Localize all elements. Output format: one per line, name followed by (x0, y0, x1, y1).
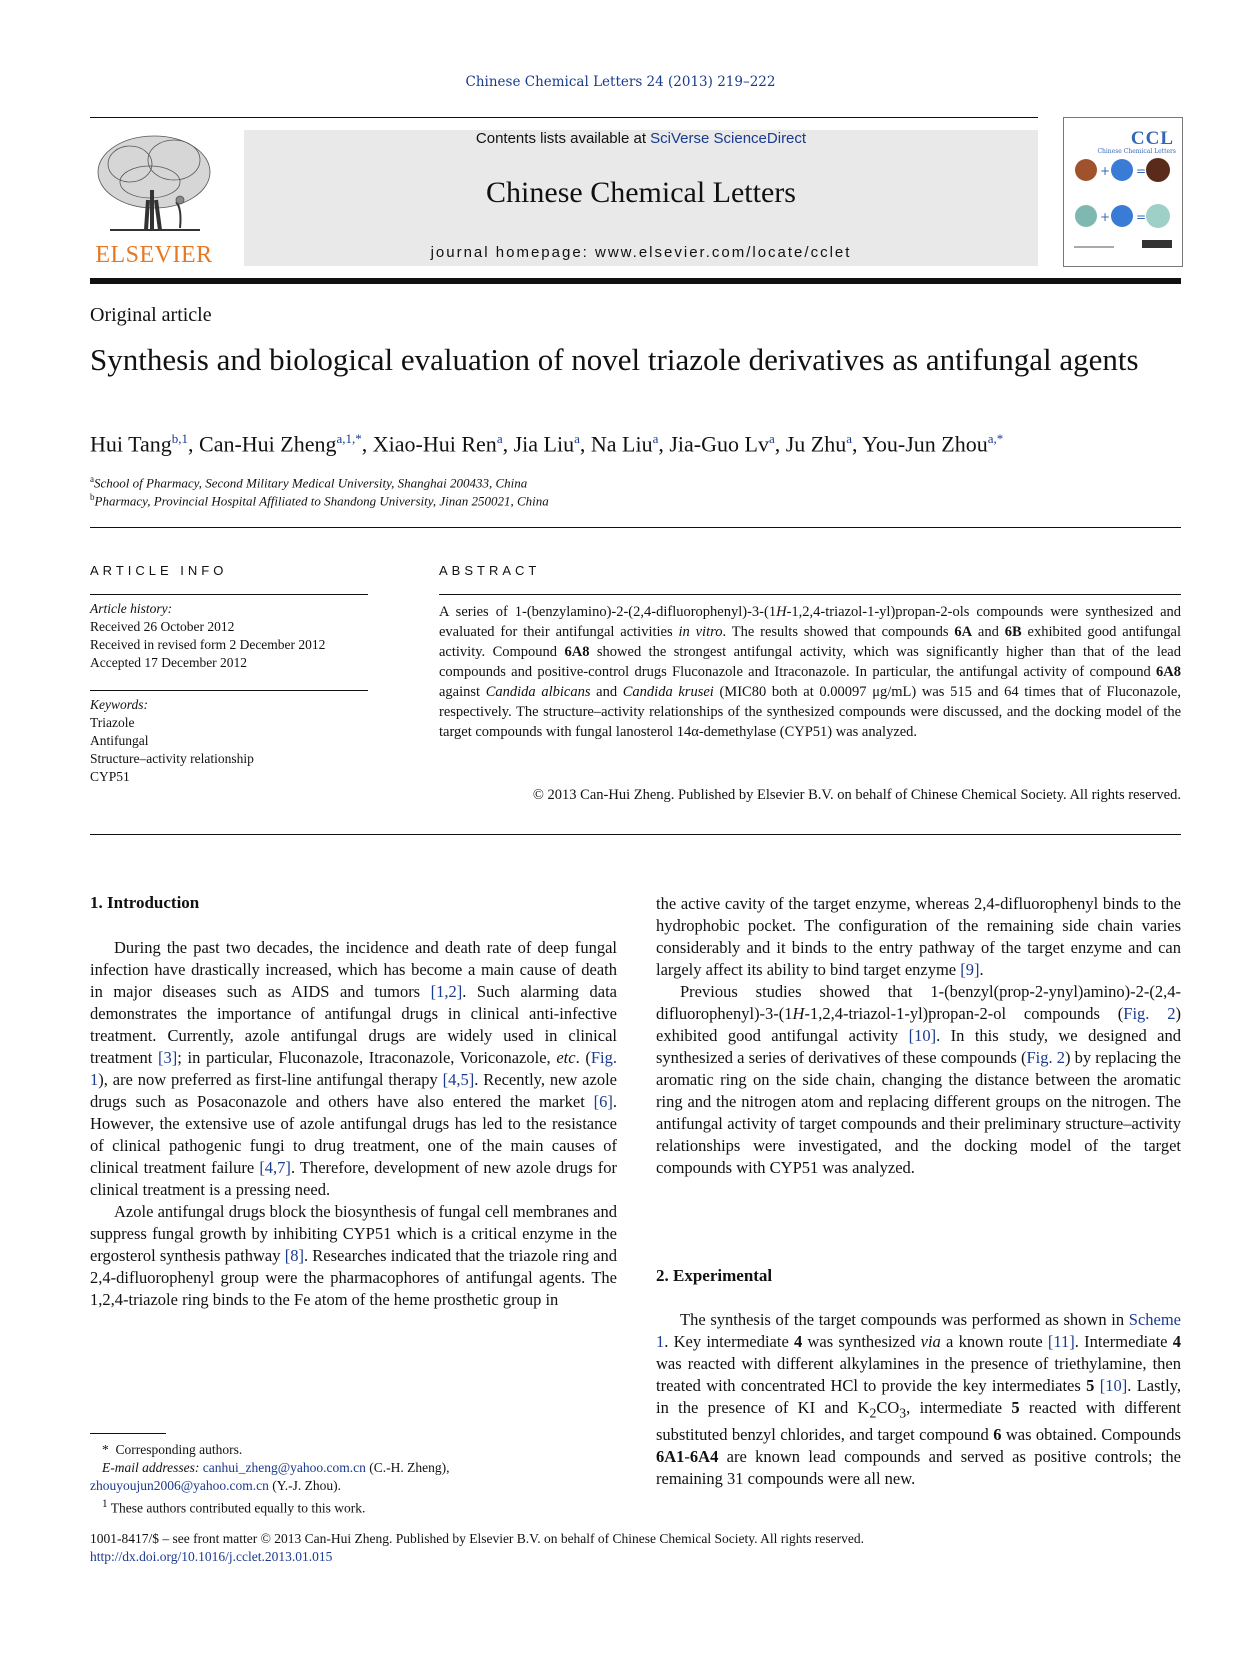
abstract-copyright: © 2013 Can-Hui Zheng. Published by Elsevier B.V. on behalf of Chinese Chemical Society. All rights reserved. (532, 787, 1181, 803)
citation-link[interactable]: [10] (1099, 1376, 1128, 1395)
doi-link[interactable]: http://dx.doi.org/10.1016/j.cclet.2013.01.015 (90, 1549, 333, 1564)
elsevier-tree-icon (90, 130, 218, 240)
masthead-thick-rule (90, 278, 1181, 284)
journal-cover-thumbnail[interactable] (1063, 117, 1183, 267)
citation-link[interactable]: [1,2] (430, 982, 463, 1001)
cover-subtitle: Chinese Chemical Letters (1097, 148, 1176, 155)
footnote-emails: E-mail addresses: canhui_zheng@yahoo.com.cn (C.-H. Zheng), (102, 1460, 450, 1475)
paragraph: The synthesis of the target compounds was performed as shown in Scheme 1. Key intermediate 4 was synthesized via a known route [11]. Intermediate 4 was reacted with different alkylamines in the presence of triethylamine, then treated with concentrated HCl to provide the key intermediates 5 [10]. Lastly, in the presence of KI and $K_2CO_3$, intermediate 5 reacted with different substituted benzyl chlorides, and target compound 6 was obtained. Compounds 6A1-6A4 are known lead compounds and served as positive controls; the remaining 31 compounds were all new. (656, 1310, 1182, 1489)
experimental-text (656, 1309, 1181, 1490)
header-rule (90, 117, 1038, 118)
author-affiliation-mark[interactable]: a (496, 431, 503, 446)
footnote-rule (90, 1433, 166, 1434)
abstract-rule (439, 594, 1181, 595)
author: Xiao-Hui Ren (372, 431, 497, 457)
article-category: Original article (90, 304, 212, 326)
author-affiliation-mark[interactable]: a (846, 431, 853, 446)
cover-abbrev: CCL (1130, 128, 1174, 149)
email-link[interactable]: canhui_zheng@yahoo.com.cn (202, 1460, 366, 1475)
author: Jia Liu (513, 431, 575, 457)
author: Jia-Guo Lv (669, 431, 769, 457)
svg-text:+: + (1100, 164, 1111, 178)
author: Na Liu (590, 431, 653, 457)
citation-link[interactable]: [9] (960, 960, 980, 979)
keyword: CYP51 (90, 769, 130, 784)
author: Can-Hui Zheng (199, 431, 337, 457)
article-info-rule (90, 594, 368, 595)
accepted-date: Accepted 17 December 2012 (90, 655, 248, 670)
cover-art-icon (1070, 154, 1176, 262)
affiliation-a: $^a$School of Pharmacy, Second Military Medical University, Shanghai 200433, China (90, 474, 528, 491)
figure-link[interactable]: Fig. 1 (90, 1048, 617, 1089)
running-head[interactable]: Chinese Chemical Letters 24 (2013) 219–222 (465, 74, 776, 90)
contents-line (244, 130, 1038, 147)
author-affiliation-mark[interactable]: b,1 (171, 431, 189, 446)
author: Ju Zhu (785, 431, 847, 457)
svg-text:=: = (1136, 164, 1147, 178)
figure-link[interactable]: Fig. 2 (1026, 1048, 1065, 1067)
keywords-rule (90, 690, 368, 691)
article-title: Synthesis and biological evaluation of novel triazole derivatives as antifungal agents (90, 342, 1139, 377)
article-info-label: ARTICLE INFO (90, 563, 228, 578)
body-column-right (656, 893, 1181, 1179)
paragraph: During the past two decades, the incidence and death rate of deep fungal infection have drastically increased, which has become a main cause of death in major diseases such as AIDS and tumors [1,2]. Such alarming data demonstrates the importance of antifungal drugs in clinical anti-infective treatment. Currently, azole antifungal drugs are widely used in clinical treatment [3]; in particular, Fluconazole, Itraconazole, Voriconazole, etc. (Fig. 1), are now preferred as first-line antifungal therapy [4,5]. Recently, new azole drugs such as Posaconazole and others have also entered the market [6]. However, the extensive use of azole antifungal drugs has led to the resistance of clinical pathogenic fungi to drug treatment, one of the main causes of clinical treatment failure [4,7]. Therefore, development of new azole drugs for clinical treatment is a pressing need. (90, 938, 617, 1199)
front-matter (90, 1530, 1181, 1566)
author-affiliation-mark[interactable]: a (652, 431, 659, 446)
abstract-text: A series of 1-(benzylamino)-2-(2,4-difluorophenyl)-3-(1H-1,2,4-triazol-1-yl)propan-2-ols compounds were synthesized and evaluated for their antifungal activities in vitro. The results showed that compounds 6A and 6B exhibited good antifungal activity. Compound 6A8 showed the strongest antifungal activity, which was significantly higher than that of the lead compounds and positive-control drugs Fluconazole and Itraconazole. In particular, the antifungal activity of compound 6A8 against Candida albicans and Candida krusei (MIC80 both at 0.00097 μg/mL) was 515 and 64 times that of Fluconazole, respectively. The structure–activity relationships of the synthesized compounds were discussed, and the docking model of the target compounds with fungal lanosterol 14α-demethylase (CYP51) was analyzed. (439, 604, 1182, 740)
author-affiliation-mark[interactable]: a (768, 431, 775, 446)
contents-prefix: Contents lists available at (475, 130, 651, 147)
author: You-Jun Zhou (862, 431, 988, 457)
citation-link[interactable]: [3] (157, 1048, 178, 1067)
paragraph: Azole antifungal drugs block the biosynthesis of fungal cell membranes and suppress fungal growth by inhibiting CYP51 which is a critical enzyme in the ergosterol synthesis pathway [8]. Researches indicated that the triazole ring and 2,4-difluorophenyl group were the pharmacophores of antifungal agents. The 1,2,4-triazole ring binds to the Fe atom of the heme prosthetic group in (90, 1202, 618, 1309)
journal-homepage[interactable]: journal homepage: www.elsevier.com/locate/cclet (430, 244, 852, 261)
section-heading-introduction: 1. Introduction (90, 893, 200, 912)
revised-date: Received in revised form 2 December 2012 (90, 637, 326, 652)
figure-link[interactable]: Fig. 2 (1123, 1004, 1176, 1023)
citation-link[interactable]: [11] (1047, 1332, 1075, 1351)
section-heading-experimental: 2. Experimental (656, 1266, 773, 1285)
keyword: Triazole (90, 715, 135, 730)
body-column-left (90, 937, 617, 1311)
author-affiliation-mark[interactable]: a,1,* (336, 431, 362, 446)
author-affiliation-mark[interactable]: a,* (987, 431, 1004, 446)
paragraph: Previous studies showed that 1-(benzyl(prop-2-ynyl)amino)-2-(2,4-difluorophenyl)-3-(1H-1,2,4-triazol-1-yl)propan-2-ol compounds (Fig. 2) exhibited good antifungal activity [10]. In this study, we designed and synthesized a series of derivatives of these compounds (Fig. 2) by replacing the aromatic ring on the side chain, changing the distance between the aromatic ring and the nitrogen atom and replacing different groups on the nitrogen. The antifungal activity of target compounds and their preliminary structure–activity relationships were investigated, and the docking model of the target compounds with CYP51 was analyzed. (656, 982, 1182, 1177)
history-label: Article history: (90, 601, 173, 616)
author: Hui Tang (90, 431, 172, 457)
citation-link[interactable]: [10] (908, 1026, 937, 1045)
affiliation-b: $^b$Pharmacy, Provincial Hospital Affiliated to Shandong University, Jinan 250021, China (90, 492, 549, 509)
keywords-label: Keywords: (90, 697, 148, 712)
citation-link[interactable]: [4,7] (259, 1158, 291, 1177)
citation-link[interactable]: [6] (593, 1092, 613, 1111)
author-affiliation-mark[interactable]: a (574, 431, 580, 446)
received-date: Received 26 October 2012 (90, 619, 235, 634)
keyword: Antifungal (90, 733, 149, 748)
footnotes (90, 1441, 650, 1518)
elsevier-logo[interactable] (90, 130, 218, 270)
citation-link[interactable]: [8] (284, 1246, 304, 1265)
paragraph: the active cavity of the target enzyme, whereas 2,4-difluorophenyl binds to the hydrophobic pocket. The configuration of the remaining side chain varies considerably and it binds to the entry pathway of the target enzyme and can largely affect its ability to bind target enzyme [9]. (656, 894, 1181, 979)
svg-text:=: = (1136, 210, 1147, 224)
elsevier-wordmark: ELSEVIER (95, 242, 213, 268)
front-matter-text: 1001-8417/$ – see front matter © 2013 Can-Hui Zheng. Published by Elsevier B.V. on behalf of Chinese Chemical Society. All rights reserved. (90, 1531, 864, 1546)
article-history (90, 600, 380, 672)
journal-banner (244, 130, 1038, 266)
footnote-corresponding: * Corresponding authors. (102, 1442, 243, 1457)
keyword: Structure–activity relationship (90, 751, 254, 766)
footnote-email-line2: zhouyoujun2006@yahoo.com.cn (Y.-J. Zhou). (90, 1478, 342, 1493)
scheme-link[interactable]: Scheme 1 (656, 1310, 1181, 1351)
header-bottom-rule (90, 527, 1181, 528)
keywords-block (90, 696, 380, 786)
abstract-bottom-rule (90, 834, 1181, 835)
author-list: Hui Tang$^{b,1}$, Can-Hui Zheng$^{a,1,*}$, Xiao-Hui Ren$^a$, Jia Liu$^a$, Na Liu$^a$, Jia-Guo Lv$^a$, Ju Zhu$^a$, You-Jun Zhou$^{a,*}$ (90, 431, 1004, 457)
svg-text:+: + (1100, 210, 1111, 224)
email-link[interactable]: zhouyoujun2006@yahoo.com.cn (90, 1478, 269, 1493)
journal-title: Chinese Chemical Letters (486, 176, 796, 209)
sciverse-link[interactable]: SciVerse ScienceDirect (650, 130, 807, 147)
abstract-label: ABSTRACT (439, 563, 541, 578)
citation-link[interactable]: [4,5] (442, 1070, 475, 1089)
footnote-equal-contribution: $^1$ These authors contributed equally to this work. (102, 1498, 366, 1516)
